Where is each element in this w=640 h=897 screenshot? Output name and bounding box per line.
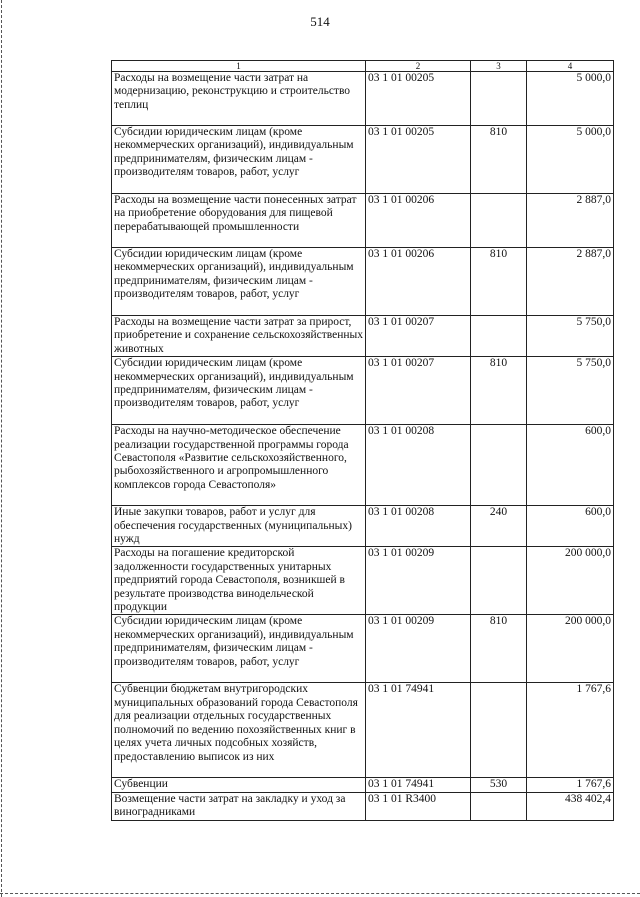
- page-number: 514: [310, 14, 330, 29]
- row-expense-type-cell: [471, 683, 527, 778]
- table-row: [112, 792, 614, 820]
- row-name-cell: Расходы на погашение кредиторской задолженности государственных унитарных предприятий города Севастополя, возникшей в результате производства винодельческой продукции: [112, 547, 366, 615]
- table-row: [112, 72, 614, 126]
- row-expense-type-cell: 240: [471, 506, 527, 547]
- row-code-cell: 03 1 01 74941: [366, 778, 471, 792]
- row-amount-cell: 438 402,4: [527, 792, 614, 820]
- column-header-3: 3: [471, 61, 527, 72]
- row-expense-type-cell: [471, 194, 527, 248]
- row-code-cell: 03 1 01 00207: [366, 357, 471, 425]
- row-name-cell: Субсидии юридическим лицам (кроме некоммерческих организаций), индивидуальным предпринимателям, физическим лицам - производителям товаров, работ, услуг: [112, 615, 366, 683]
- row-expense-type-cell: 530: [471, 778, 527, 792]
- row-name-cell: Расходы на возмещение части затрат за прирост, приобретение и сохранение сельскохозяйственных животных: [112, 316, 366, 357]
- column-header-2: 2: [366, 61, 471, 72]
- table-row: [112, 683, 614, 778]
- row-code-cell: 03 1 01 00206: [366, 194, 471, 248]
- table-row: [112, 126, 614, 194]
- row-expense-type-cell: 810: [471, 615, 527, 683]
- row-name-cell: Расходы на возмещение части затрат на модернизацию, реконструкцию и строительство теплиц: [112, 72, 366, 126]
- table-row: [112, 357, 614, 425]
- row-code-cell: 03 1 01 00208: [366, 425, 471, 506]
- column-header-1: 1: [112, 61, 366, 72]
- row-code-cell: 03 1 01 00208: [366, 506, 471, 547]
- row-code-cell: 03 1 01 00209: [366, 547, 471, 615]
- row-expense-type-cell: 810: [471, 248, 527, 316]
- row-amount-cell: 5 750,0: [527, 357, 614, 425]
- page-bottom-border: [0, 893, 640, 894]
- row-expense-type-cell: 810: [471, 357, 527, 425]
- page-left-border: [1, 0, 2, 897]
- table-row: [112, 316, 614, 357]
- row-expense-type-cell: [471, 425, 527, 506]
- row-code-cell: 03 1 01 R3400: [366, 792, 471, 820]
- row-expense-type-cell: [471, 72, 527, 126]
- row-name-cell: Субсидии юридическим лицам (кроме некоммерческих организаций), индивидуальным предпринимателям, физическим лицам - производителям товаров, работ, услуг: [112, 248, 366, 316]
- table-row: [112, 506, 614, 547]
- table-row: [112, 194, 614, 248]
- row-amount-cell: 5 000,0: [527, 72, 614, 126]
- table-row: [112, 425, 614, 506]
- row-amount-cell: 5 000,0: [527, 126, 614, 194]
- row-name-cell: Субвенции: [112, 778, 366, 792]
- table-row: [112, 778, 614, 792]
- row-expense-type-cell: [471, 792, 527, 820]
- row-amount-cell: 1 767,6: [527, 683, 614, 778]
- row-code-cell: 03 1 01 00206: [366, 248, 471, 316]
- row-code-cell: 03 1 01 74941: [366, 683, 471, 778]
- row-name-cell: Расходы на научно-методическое обеспечение реализации государственной программы города Севастополя «Развитие сельскохозяйственного, рыбохозяйственного и агропромышленного комплексов города Севастополя»: [112, 425, 366, 506]
- row-expense-type-cell: [471, 316, 527, 357]
- row-amount-cell: 2 887,0: [527, 248, 614, 316]
- row-expense-type-cell: [471, 547, 527, 615]
- row-expense-type-cell: 810: [471, 126, 527, 194]
- row-code-cell: 03 1 01 00205: [366, 126, 471, 194]
- table-row: [112, 547, 614, 615]
- table-row: [112, 248, 614, 316]
- row-code-cell: 03 1 01 00209: [366, 615, 471, 683]
- row-amount-cell: 200 000,0: [527, 615, 614, 683]
- row-amount-cell: 1 767,6: [527, 778, 614, 792]
- row-name-cell: Иные закупки товаров, работ и услуг для обеспечения государственных (муниципальных) нужд: [112, 506, 366, 547]
- row-amount-cell: 5 750,0: [527, 316, 614, 357]
- row-code-cell: 03 1 01 00205: [366, 72, 471, 126]
- row-amount-cell: 600,0: [527, 506, 614, 547]
- row-name-cell: Возмещение части затрат на закладку и уход за виноградниками: [112, 792, 366, 820]
- row-name-cell: Расходы на возмещение части понесенных затрат на приобретение оборудования для пищевой перерабатывающей промышленности: [112, 194, 366, 248]
- header-row: [112, 61, 614, 72]
- table-row: [112, 615, 614, 683]
- column-header-4: 4: [527, 61, 614, 72]
- row-amount-cell: 600,0: [527, 425, 614, 506]
- row-name-cell: Субвенции бюджетам внутригородских муниципальных образований города Севастополя для реализации отдельных государственных полномочий по ведению похозяйственных книг в целях учета личных подсобных хозяйств, предоставлению выписок из них: [112, 683, 366, 778]
- row-amount-cell: 200 000,0: [527, 547, 614, 615]
- table-body: [112, 72, 614, 821]
- row-code-cell: 03 1 01 00207: [366, 316, 471, 357]
- row-name-cell: Субсидии юридическим лицам (кроме некоммерческих организаций), индивидуальным предпринимателям, физическим лицам - производителям товаров, работ, услуг: [112, 357, 366, 425]
- row-amount-cell: 2 887,0: [527, 194, 614, 248]
- table-header: [112, 61, 614, 72]
- row-name-cell: Субсидии юридическим лицам (кроме некоммерческих организаций), индивидуальным предпринимателям, физическим лицам - производителям товаров, работ, услуг: [112, 126, 366, 194]
- budget-table: [111, 60, 614, 821]
